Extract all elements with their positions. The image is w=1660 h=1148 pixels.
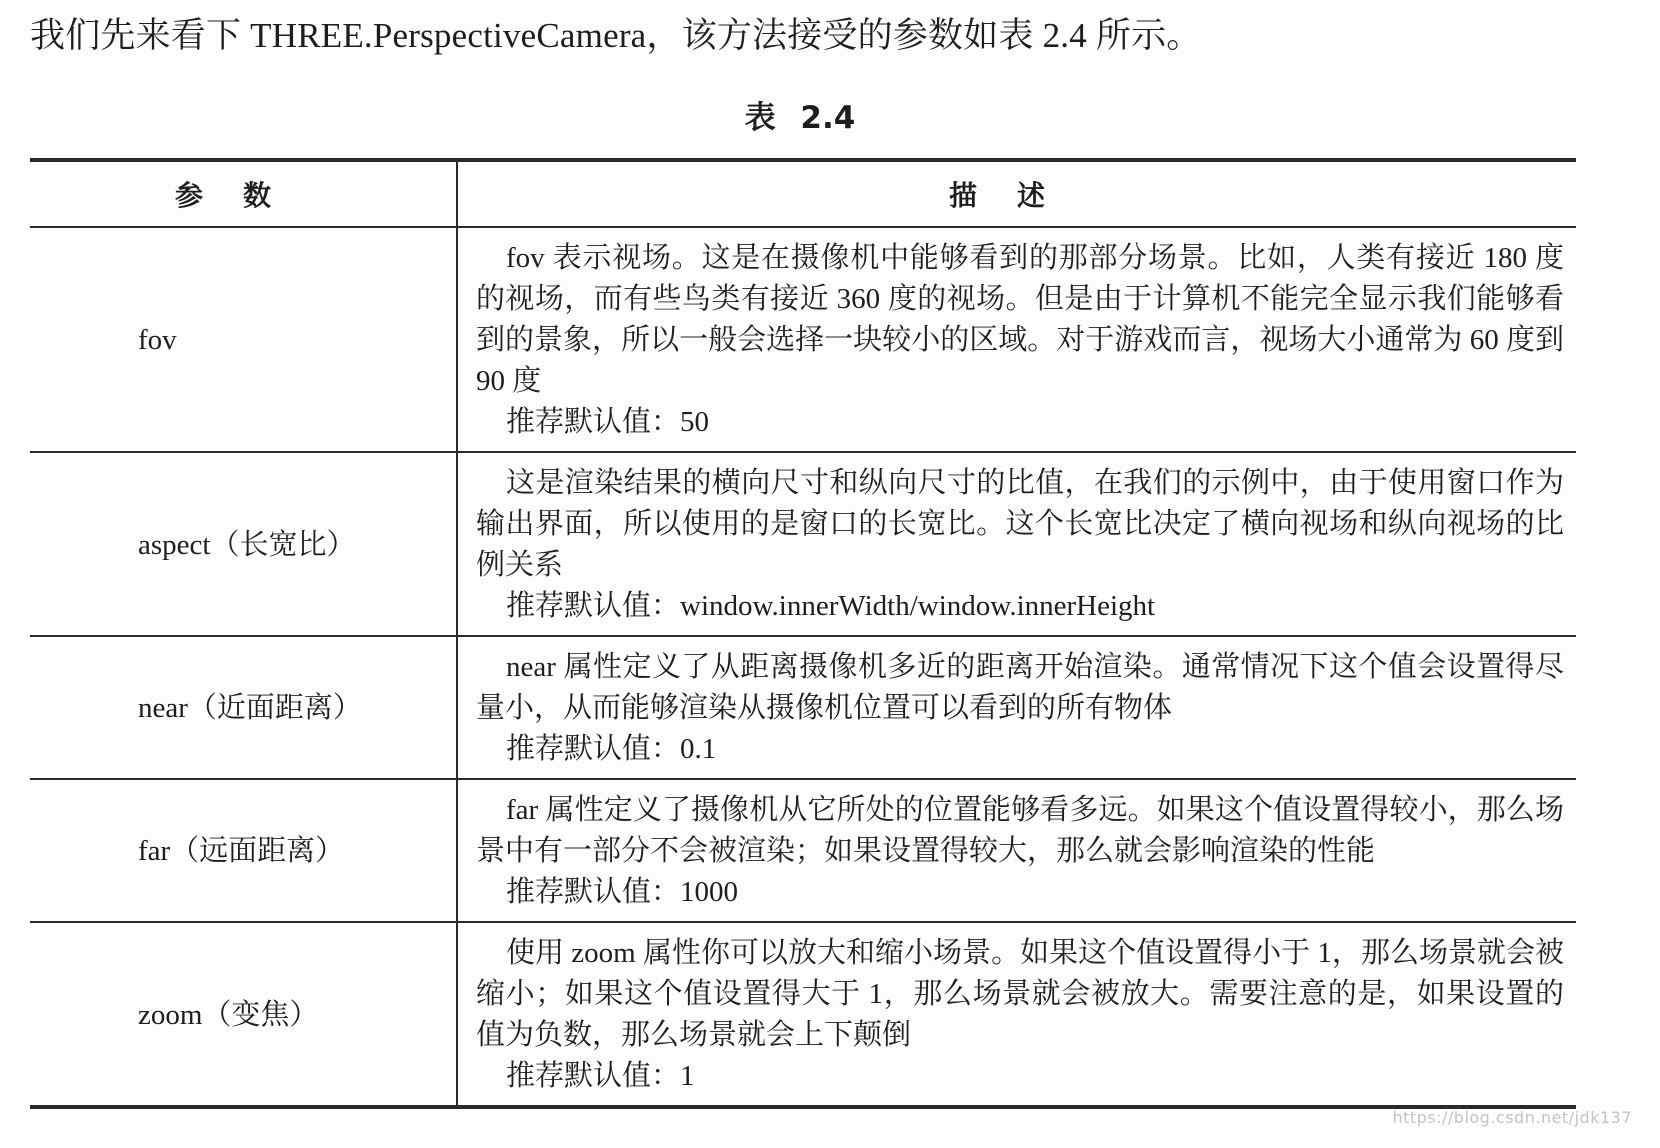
- table-row-aspect: [30, 452, 1576, 636]
- param-default: 推荐默认值：1000: [506, 876, 739, 908]
- header-description: 描述: [457, 160, 1576, 227]
- param-name: near（近面距离）: [30, 636, 457, 779]
- param-default: 推荐默认值：0.1: [506, 733, 717, 765]
- param-description: far 属性定义了摄像机从它所处的位置能够看多远。如果这个值设置得较小，那么场景中有一部分不会被渲染；如果设置得较大，那么就会影响渲染的性能: [476, 794, 1564, 867]
- param-default: 推荐默认值：1: [506, 1060, 695, 1092]
- intro-paragraph: 我们先来看下 THREE.PerspectiveCamera，该方法接受的参数如表 2.4 所示。: [30, 16, 1202, 55]
- table-caption: 表 2.4: [744, 100, 856, 136]
- table-row-far: [30, 779, 1576, 922]
- param-description-cell: [457, 636, 1576, 779]
- header-parameter: 参数: [30, 160, 457, 227]
- param-default: 推荐默认值：50: [506, 406, 710, 438]
- watermark: https://blog.csdn.net/jdk137: [1392, 1108, 1632, 1127]
- table-row-fov: [30, 227, 1576, 452]
- param-name: fov: [30, 227, 457, 452]
- param-description-cell: [457, 779, 1576, 922]
- param-description-cell: [457, 227, 1576, 452]
- table-row-near: [30, 636, 1576, 779]
- param-name: aspect（长宽比）: [30, 452, 457, 636]
- param-description: 这是渲染结果的横向尺寸和纵向尺寸的比值，在我们的示例中，由于使用窗口作为输出界面，所以使用的是窗口的长宽比。这个长宽比决定了横向视场和纵向视场的比例关系: [476, 467, 1564, 581]
- parameters-table: [30, 158, 1576, 1109]
- param-name: far（远面距离）: [30, 779, 457, 922]
- param-default: 推荐默认值：window.innerWidth/window.innerHeight: [506, 590, 1156, 622]
- param-description: fov 表示视场。这是在摄像机中能够看到的那部分场景。比如，人类有接近 180 度的视场，而有些鸟类有接近 360 度的视场。但是由于计算机不能完全显示我们能够看到的景象，所以一般会选择一块较小的区域。对于游戏而言，视场大小通常为 60 度到 90 度: [476, 242, 1564, 397]
- param-description-cell: [457, 922, 1576, 1107]
- param-description: near 属性定义了从距离摄像机多近的距离开始渲染。通常情况下这个值会设置得尽量小，从而能够渲染从摄像机位置可以看到的所有物体: [476, 651, 1564, 724]
- table-row-zoom: [30, 922, 1576, 1107]
- param-description: 使用 zoom 属性你可以放大和缩小场景。如果这个值设置得小于 1，那么场景就会被缩小；如果这个值设置得大于 1，那么场景就会被放大。需要注意的是，如果设置的值为负数，那么场景就会上下颠倒: [476, 937, 1564, 1051]
- param-name: zoom（变焦）: [30, 922, 457, 1107]
- table-header-row: [30, 160, 1576, 227]
- param-description-cell: [457, 452, 1576, 636]
